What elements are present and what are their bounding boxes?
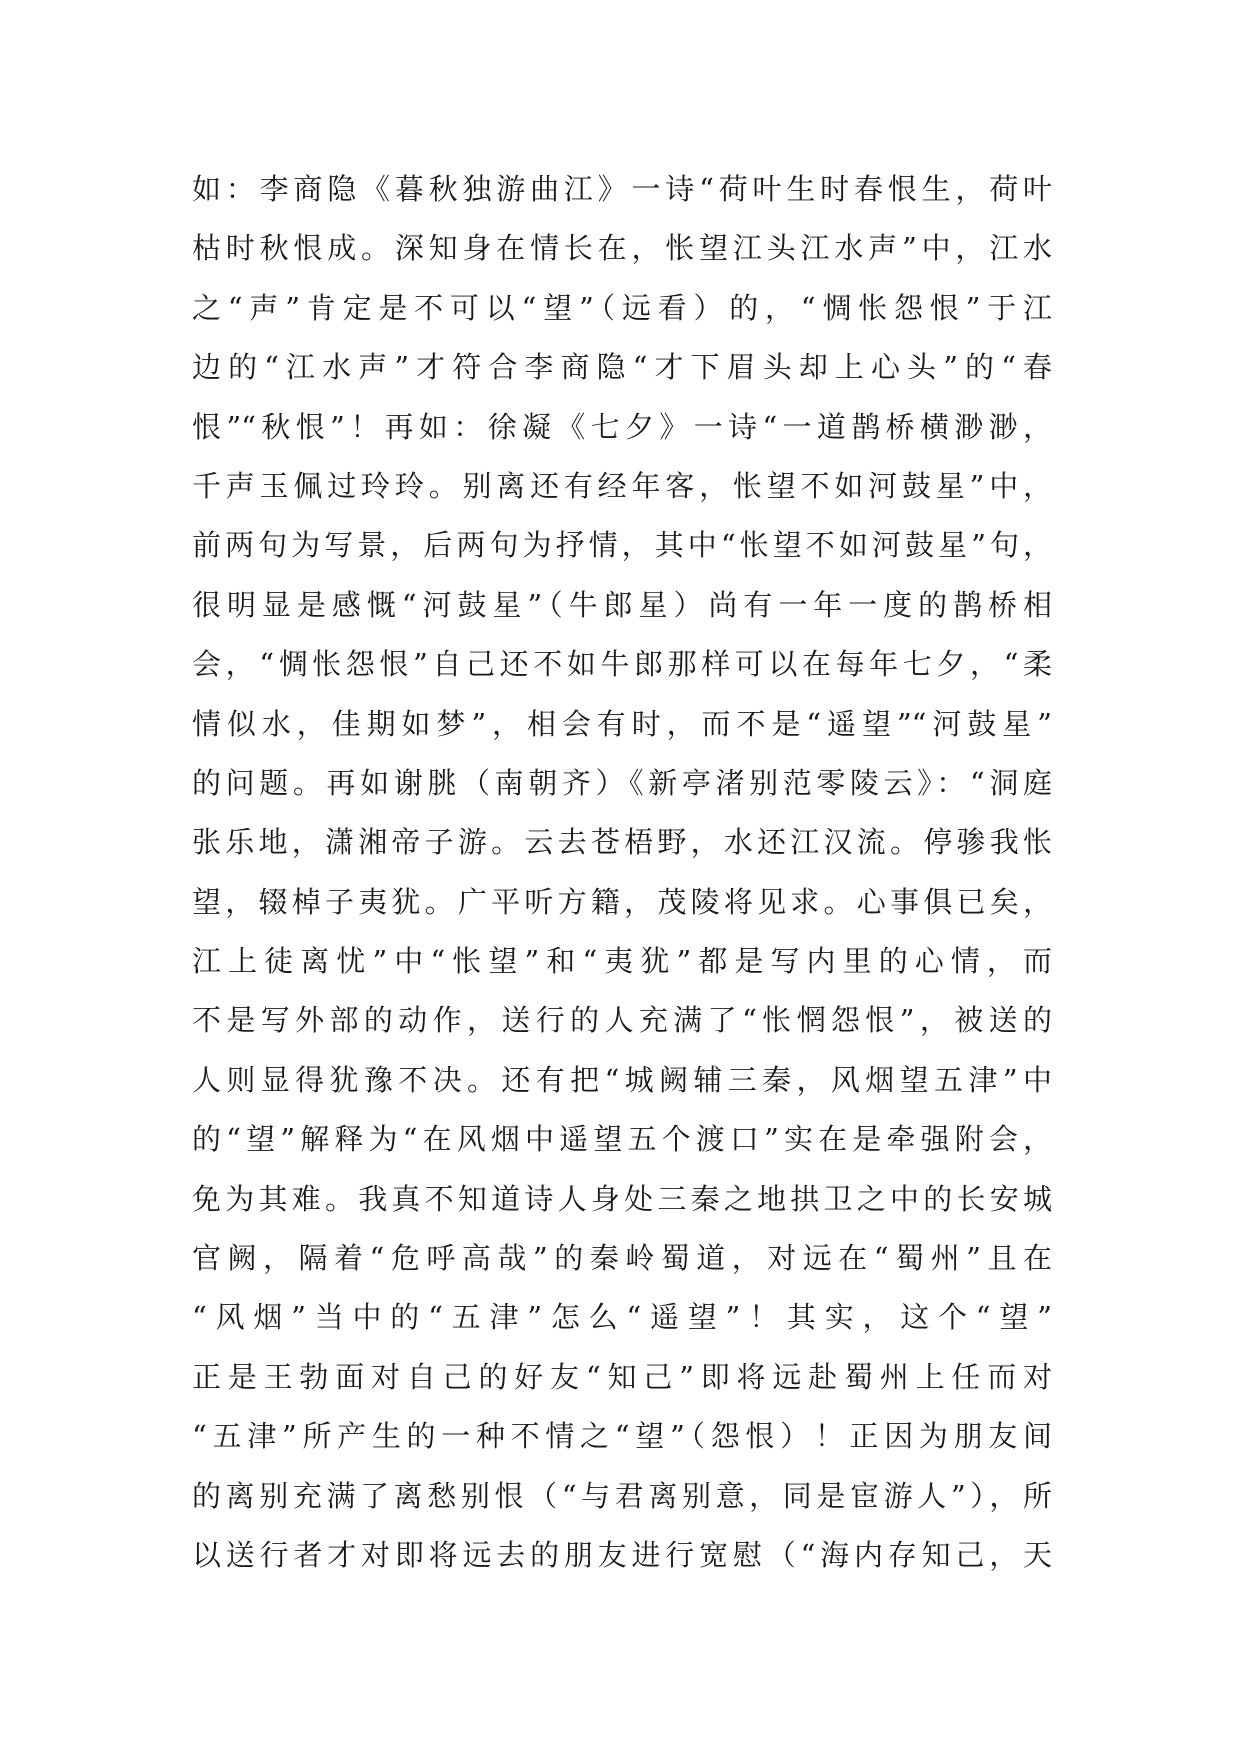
text-line: “风烟”当中的“五津”怎么“遥望”！其实，这个“望”	[192, 1300, 1052, 1335]
text-line: 正是王勃面对自己的好友“知己”即将远赴蜀州上任而对	[192, 1359, 1052, 1394]
text-line: “五津”所产生的一种不情之“望”（怨恨）！正因为朋友间	[192, 1419, 1052, 1454]
body-text	[192, 160, 1052, 1585]
text-line: 以送行者才对即将远去的朋友进行宽慰（“海内存知己，天	[192, 1537, 1052, 1572]
text-line: 的离别充满了离愁别恨（“与君离别意，同是宦游人”），所	[192, 1478, 1052, 1513]
text-line: 情似水，佳期如梦”，相会有时，而不是“遥望”“河鼓星”	[192, 706, 1052, 741]
text-line: 如：李商隐《暮秋独游曲江》一诗“荷叶生时春恨生，荷叶	[192, 172, 1052, 206]
text-line: 免为其难。我真不知道诗人身处三秦之地拱卫之中的长安城	[192, 1181, 1052, 1216]
text-line: 很明显是感慨“河鼓星”（牛郎星）尚有一年一度的鹊桥相	[192, 587, 1052, 622]
text-line: 江上徒离忧”中“怅望”和“夷犹”都是写内里的心情，而	[192, 944, 1052, 979]
text-line: 望，辍棹子夷犹。广平听方籍，茂陵将见求。心事俱已矣，	[192, 884, 1052, 919]
text-line: 千声玉佩过玲玲。别离还有经年客，怅望不如河鼓星”中，	[192, 468, 1052, 503]
text-line: 之“声”肯定是不可以“望”（远看）的，“惆怅怨恨”于江	[192, 290, 1052, 325]
text-line: 恨”“秋恨”！再如：徐凝《七夕》一诗“一道鹊桥横渺渺，	[192, 409, 1052, 444]
text-line: 的“望”解释为“在风烟中遥望五个渡口”实在是牵强附会，	[192, 1122, 1052, 1157]
text-line: 会，“惆怅怨恨”自己还不如牛郎那样可以在每年七夕，“柔	[192, 647, 1052, 682]
text-line: 不是写外部的动作，送行的人充满了“怅惘怨恨”，被送的	[192, 1003, 1052, 1038]
text-line: 前两句为写景，后两句为抒情，其中“怅望不如河鼓星”句，	[192, 528, 1052, 563]
text-line: 官阙，隔着“危呼高哉”的秦岭蜀道，对远在“蜀州”且在	[192, 1241, 1052, 1276]
text-line: 人则显得犹豫不决。还有把“城阙辅三秦，风烟望五津”中	[192, 1062, 1052, 1097]
text-line: 边的“江水声”才符合李商隐“才下眉头却上心头”的“春	[192, 350, 1052, 385]
text-line: 的问题。再如谢朓（南朝齐）《新亭渚别范零陵云》：“洞庭	[192, 765, 1052, 800]
text-line: 枯时秋恨成。深知身在情长在，怅望江头江水声”中，江水	[192, 231, 1052, 266]
text-line: 张乐地，潇湘帝子游。云去苍梧野，水还江汉流。停骖我怅	[192, 825, 1052, 860]
